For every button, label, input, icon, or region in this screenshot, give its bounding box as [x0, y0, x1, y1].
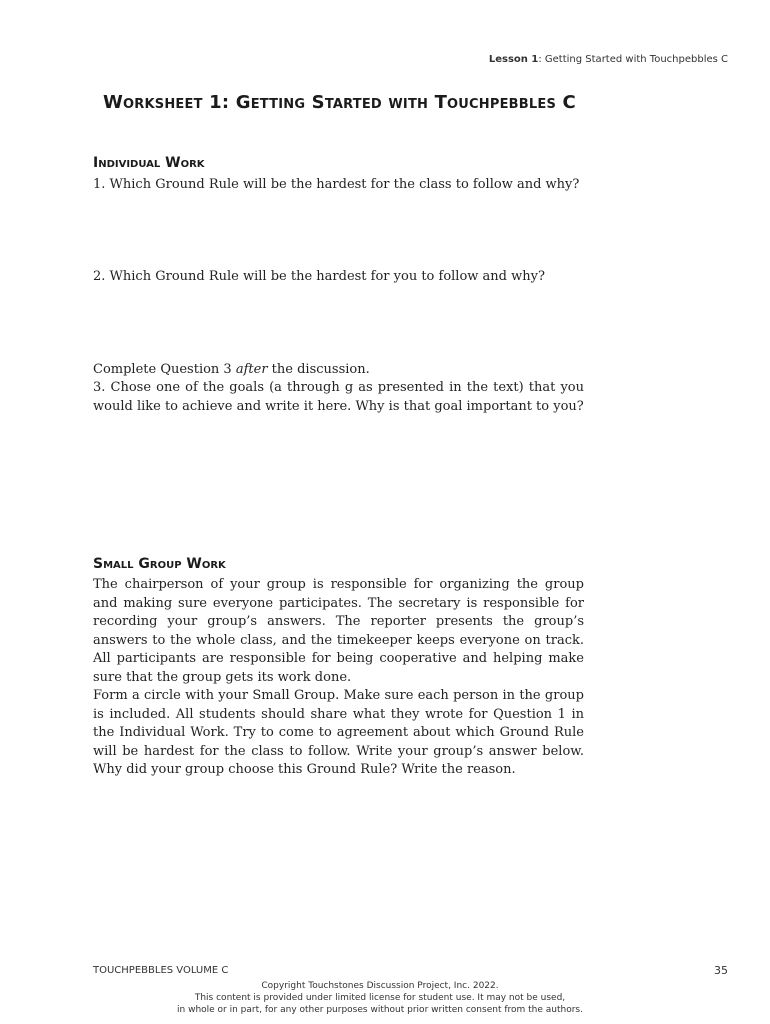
small-group-instructions-paragraph: Form a circle with your Small Group. Make sure each person in the group is included. All students should share what they wrote for Question 1 in the Individual Work. Try to come to agreement about which Ground Rule will be hardest for the class to follow. Write your group’s answer below. Why did your group choose this Ground Rule? Write the reason.: [93, 688, 584, 778]
lesson-title: : Getting Started with Touchpebbles C: [538, 54, 728, 65]
copyright-notice: [160, 980, 600, 1016]
question-1: 1. Which Ground Rule will be the hardest for the class to follow and why?: [93, 177, 580, 192]
copyright-line-1: Copyright Touchstones Discussion Project, Inc. 2022.: [261, 981, 499, 991]
instruction-emphasis: after: [235, 362, 268, 377]
volume-label: TOUCHPEBBLES VOLUME C: [93, 965, 229, 976]
question-2: 2. Which Ground Rule will be the hardest for you to follow and why?: [93, 269, 545, 284]
small-group-work-heading: Small Group Work: [93, 556, 226, 572]
worksheet-title: Worksheet 1: Getting Started with Touchpebbles C: [103, 92, 576, 113]
instruction-suffix: the discussion.: [267, 362, 370, 377]
instruction-prefix: Complete Question 3: [93, 362, 236, 377]
lesson-label: Lesson 1: [488, 54, 539, 65]
question-3: 3. Chose one of the goals (a through g as presented in the text) that you would like to achieve and write it here. Why is that goal important to you?: [93, 380, 584, 414]
question-3-instruction: [93, 361, 584, 379]
individual-work-heading: Individual Work: [93, 155, 205, 171]
small-group-roles-paragraph: The chairperson of your group is responsible for organizing the group and making sure everyone participates. The secretary is responsible for recording your group’s answers. The reporter presents the group’s answers to the whole class, and the timekeeper keeps everyone on track. All participants are responsible for being cooperative and helping make sure that the group gets its work done.: [93, 577, 584, 685]
page-number: 35: [714, 964, 728, 977]
copyright-line-3: in whole or in part, for any other purposes without prior written consent from the authors.: [177, 1005, 583, 1015]
copyright-line-2: This content is provided under limited license for student use. It may not be used,: [194, 993, 566, 1003]
running-header: [489, 54, 728, 65]
